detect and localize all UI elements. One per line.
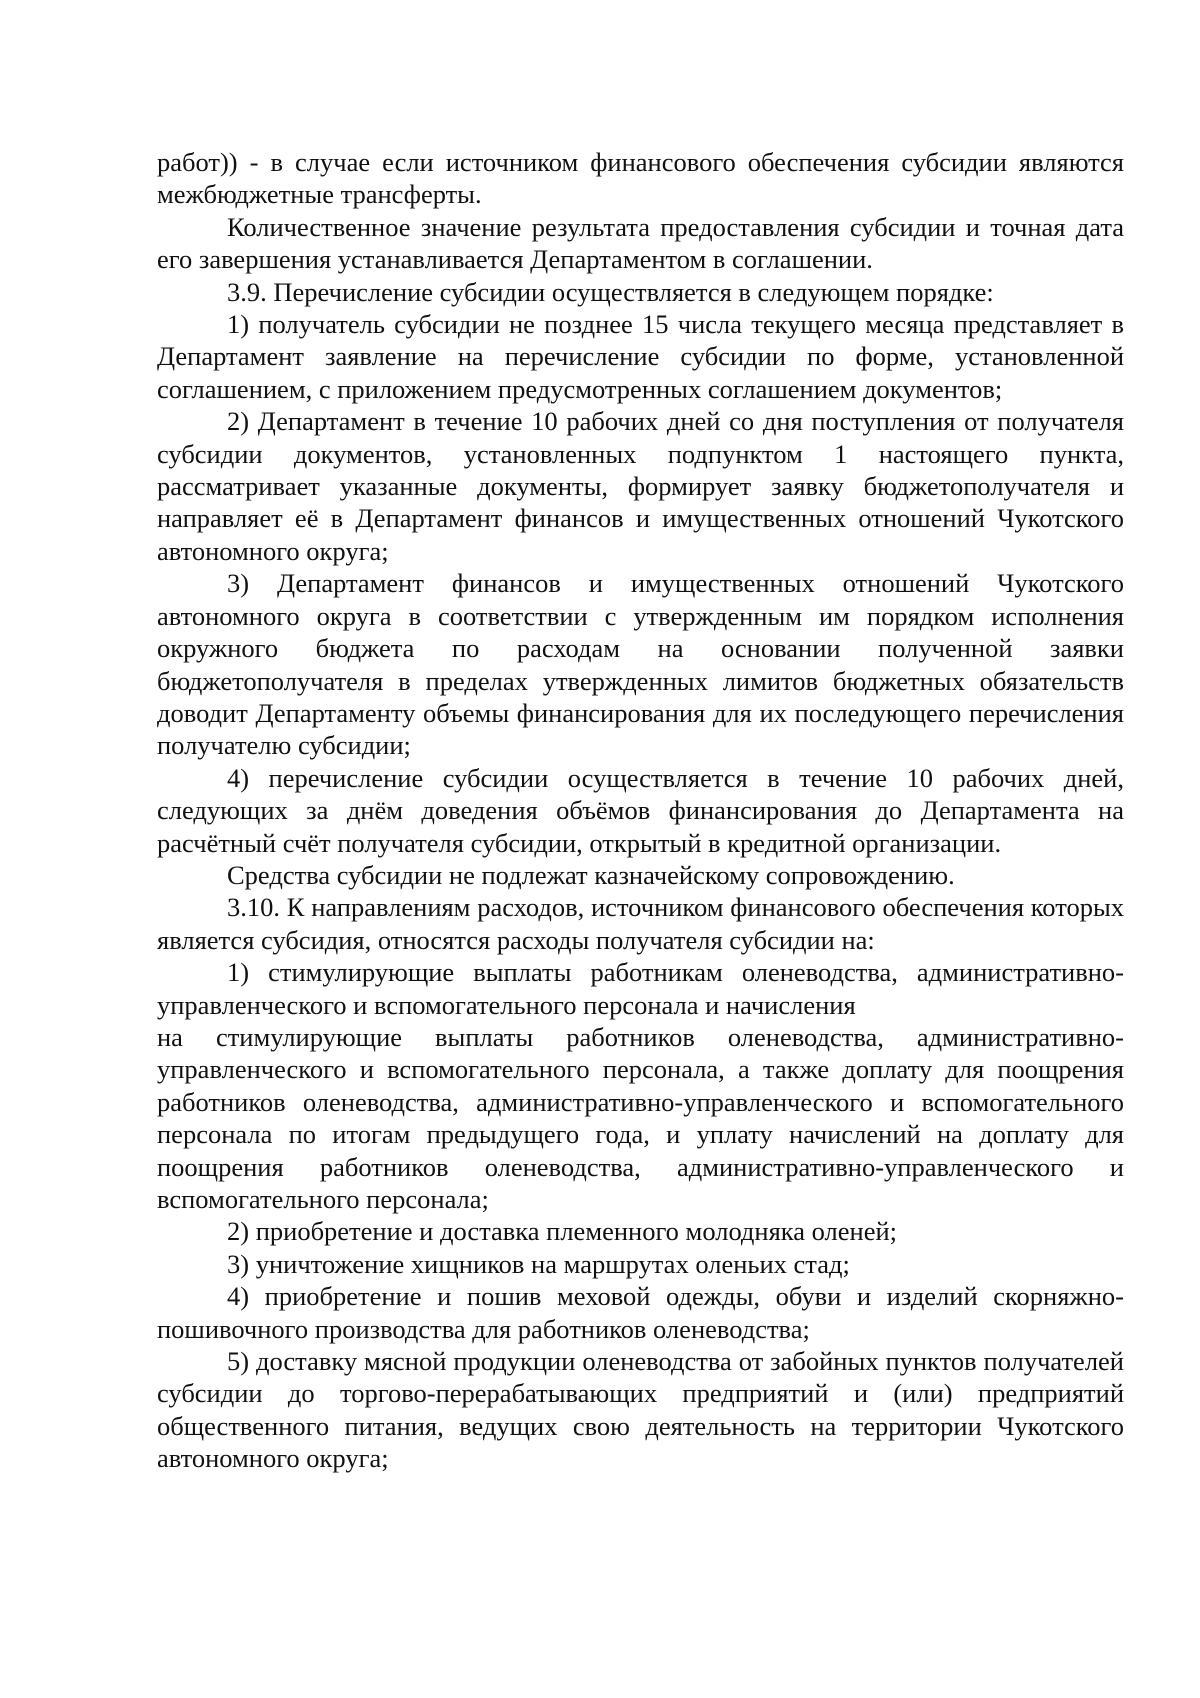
paragraph-3-9-item-4: 4) перечисление субсидии осуществляется в течение 10 рабочих дней, следующих за днём доведения объёмов финансирования до Департамента на расчётный счёт получателя субсидии, открытый в кредитной организации.	[157, 762, 1124, 858]
paragraph-3-10-item-1: 1) стимулирующие выплаты работникам оленеводства, административно-управленческого и вспомогательного персонала и начисления	[157, 957, 1124, 1020]
paragraph-3-9-item-3: 3) Департамент финансов и имущественных отношений Чукотского автономного округа в соответствии с утвержденным им порядком исполнения окружного бюджета по расходам на основании полученной заявки бюджетополучателя в пределах утвержденных лимитов бюджетных обязательств доводит Департаменту объемы финансирования для их последующего перечисления получателю субсидии;	[157, 568, 1124, 761]
paragraph-3-10-heading: 3.10. К направлениям расходов, источником финансового обеспечения которых является субсидия, относятся расходы получателя субсидии на:	[157, 892, 1124, 955]
paragraph-3-10-item-3: 3) уничтожение хищников на маршрутах оленьих стад;	[227, 1248, 850, 1279]
paragraph-result-value: Количественное значение результата предоставления субсидии и точная дата его завершения устанавливается Департаментом в соглашении.	[157, 211, 1124, 275]
paragraph-3-10-item-4: 4) приобретение и пошив меховой одежды, обуви и изделий скорняжно-пошивочного производства для работников оленеводства;	[157, 1281, 1124, 1344]
document-page	[157, 146, 1124, 1475]
paragraph-3-10-item-2: 2) приобретение и доставка племенного молодняка оленей;	[227, 1216, 898, 1247]
paragraph-continuation: работ)) - в случае если источником финансового обеспечения субсидии являются межбюджетные трансферты.	[157, 147, 1124, 210]
paragraph-3-10-item-1-continuation: на стимулирующие выплаты работников оленеводства, административно-управленческого и вспомогательного персонала, а также доплату для поощрения работников оленеводства, административно-управленческого и вспомогательного персонала по итогам предыдущего года, и уплату начислений на доплату для поощрения работников оленеводства, административно-управленческого и вспомогательного персонала;	[157, 1021, 1124, 1214]
paragraph-3-9-item-2: 2) Департамент в течение 10 рабочих дней со дня поступления от получателя субсидии документов, установленных подпунктом 1 настоящего пункта, рассматривает указанные документы, формирует заявку бюджетополучателя и направляет её в Департамент финансов и имущественных отношений Чукотского автономного округа;	[157, 406, 1124, 566]
paragraph-treasury-note: Средства субсидии не подлежат казначейскому сопровождению.	[227, 859, 955, 890]
paragraph-3-9-heading: 3.9. Перечисление субсидии осуществляется в следующем порядке:	[227, 276, 994, 307]
paragraph-3-10-item-5: 5) доставку мясной продукции оленеводства от забойных пунктов получателей субсидии до торгово-перерабатывающих предприятий и (или) предприятий общественного питания, ведущих свою деятельность на территории Чукотского автономного округа;	[157, 1346, 1124, 1474]
paragraph-3-9-item-1: 1) получатель субсидии не позднее 15 числа текущего месяца представляет в Департамент заявление на перечисление субсидии по форме, установленной соглашением, с приложением предусмотренных соглашением документов;	[157, 309, 1124, 404]
